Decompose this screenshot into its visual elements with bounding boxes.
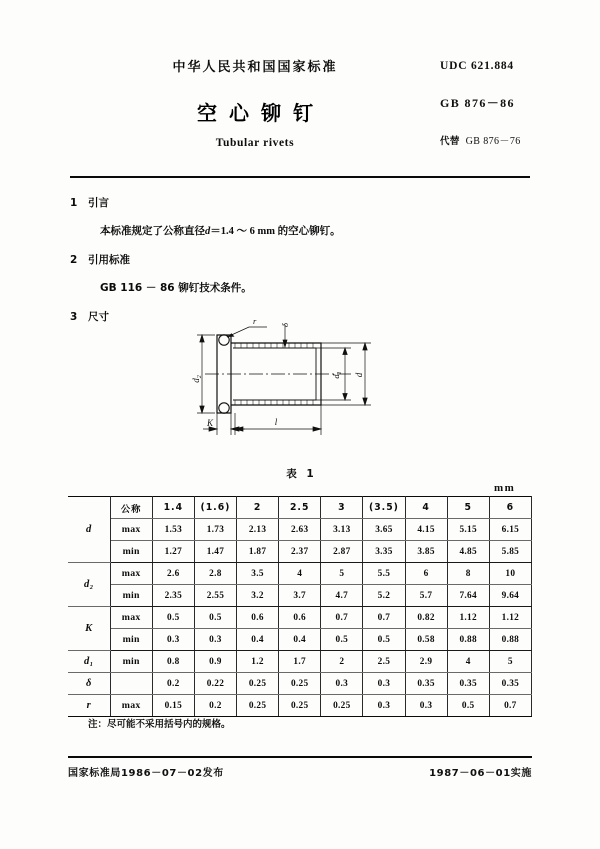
header-divider-rule [70, 176, 530, 178]
cell-K-max-8: 1.12 [447, 607, 489, 629]
cell-d-min-9: 5.85 [489, 541, 531, 563]
row-symbol-delta: δ [68, 673, 110, 695]
cell-d-max-5: 3.13 [321, 519, 363, 541]
cell-d-max-2: 1.73 [194, 519, 236, 541]
cell-d-max-9: 6.15 [489, 519, 531, 541]
replaces-line [440, 132, 590, 147]
cell-K-max-2: 0.5 [194, 607, 236, 629]
cell-r-max-4: 0.25 [279, 695, 321, 717]
cell-K-min-9: 0.88 [489, 629, 531, 651]
udc-code: UDC 621.884 [440, 60, 514, 72]
cell-r-max-9: 0.7 [489, 695, 531, 717]
cell-d1-min-1: 0.8 [152, 651, 194, 673]
cell-d-nominal-5: 3 [321, 497, 363, 519]
cell-r-max-8: 0.5 [447, 695, 489, 717]
cell-d-min-7: 3.85 [405, 541, 447, 563]
cell-d-max-4: 2.63 [279, 519, 321, 541]
cell-d-nominal-9: 6 [489, 497, 531, 519]
scope-symbol-d: d [205, 226, 211, 237]
row-limit-min: min [110, 541, 152, 563]
cell-K-min-4: 0.4 [279, 629, 321, 651]
cell-K-min-3: 0.4 [237, 629, 279, 651]
cell-d-min-3: 1.87 [237, 541, 279, 563]
section-title-3: 尺寸 [88, 311, 109, 323]
cell-d2-min-3: 3.2 [237, 585, 279, 607]
cell-K-min-8: 0.88 [447, 629, 489, 651]
cell-K-max-3: 0.6 [237, 607, 279, 629]
cell-d2-max-7: 6 [405, 563, 447, 585]
cell-d1-min-7: 2.9 [405, 651, 447, 673]
section-paragraph-2: GB 116 － 86 铆钉技术条件。 [100, 282, 252, 294]
table-row [68, 695, 532, 717]
cell-K-max-4: 0.6 [279, 607, 321, 629]
footer-effective-date: 1987－06－01实施 [429, 768, 532, 779]
cell-d1-min-4: 1.7 [279, 651, 321, 673]
cell-K-max-7: 0.82 [405, 607, 447, 629]
cell-d2-max-3: 3.5 [237, 563, 279, 585]
cell-d2-min-2: 2.55 [194, 585, 236, 607]
cell-delta-6: 0.3 [363, 673, 405, 695]
table-row [68, 541, 532, 563]
header-right-block [440, 60, 590, 147]
cell-d-min-4: 2.37 [279, 541, 321, 563]
table-row [68, 585, 532, 607]
cell-delta-2: 0.22 [194, 673, 236, 695]
cell-K-max-5: 0.7 [321, 607, 363, 629]
table-row [68, 607, 532, 629]
cell-d-max-6: 3.65 [363, 519, 405, 541]
row-limit-nominal: 公称 [110, 497, 152, 519]
cell-d1-min-2: 0.9 [194, 651, 236, 673]
cell-delta-8: 0.35 [447, 673, 489, 695]
footer-divider-rule [68, 756, 532, 758]
cell-delta-5: 0.3 [321, 673, 363, 695]
table-row [68, 519, 532, 541]
cell-delta-4: 0.25 [279, 673, 321, 695]
cell-d2-min-1: 2.35 [152, 585, 194, 607]
cell-d2-min-7: 5.7 [405, 585, 447, 607]
cell-d2-max-5: 5 [321, 563, 363, 585]
cell-r-max-7: 0.3 [405, 695, 447, 717]
row-limit-min: min [110, 585, 152, 607]
table-row [68, 673, 532, 695]
table-note: 注：尽可能不采用括号内的规格。 [88, 719, 231, 730]
cell-d1-min-6: 2.5 [363, 651, 405, 673]
page-title: 空心铆钉 [197, 101, 325, 125]
cell-d-max-8: 5.15 [447, 519, 489, 541]
cell-delta-9: 0.35 [489, 673, 531, 695]
row-limit-min: min [110, 651, 152, 673]
cell-delta-3: 0.25 [237, 673, 279, 695]
replaces-label: 代替 [440, 136, 460, 147]
row-symbol-d1: d₁ [68, 651, 110, 673]
cell-d2-min-8: 7.64 [447, 585, 489, 607]
section-number-1: 1 [70, 197, 78, 209]
cell-d1-min-8: 4 [447, 651, 489, 673]
drawing-label-r: r [253, 316, 257, 326]
cell-d2-min-4: 3.7 [279, 585, 321, 607]
row-limit-min: min [110, 629, 152, 651]
cell-d1-min-9: 5 [489, 651, 531, 673]
tubular-rivet-drawing [175, 313, 410, 443]
replaces-standard-number: GB 876－76 [465, 136, 521, 147]
cell-d-nominal-7: 4 [405, 497, 447, 519]
row-limit-max: max [110, 563, 152, 585]
cell-K-min-2: 0.3 [194, 629, 236, 651]
scope-text-post: ＝1.4 ～ 6 mm 的空心铆钉。 [210, 226, 341, 237]
cell-K-max-9: 1.12 [489, 607, 531, 629]
cell-d2-min-9: 9.64 [489, 585, 531, 607]
section-number-3: 3 [70, 311, 78, 323]
cell-d-min-1: 1.27 [152, 541, 194, 563]
section-number-2: 2 [70, 254, 78, 266]
table-caption: 表 1 [286, 468, 317, 480]
drawing-label-d: d [354, 372, 364, 378]
row-symbol-K: K [68, 607, 110, 651]
cell-K-max-6: 0.7 [363, 607, 405, 629]
cell-d1-min-5: 2 [321, 651, 363, 673]
cell-K-min-5: 0.5 [321, 629, 363, 651]
document-footer [68, 764, 532, 784]
cell-d-nominal-6: (3.5) [363, 497, 405, 519]
cell-d2-max-4: 4 [279, 563, 321, 585]
section-heading-1 [70, 195, 530, 210]
drawing-label-d2: $d_2$ [191, 375, 203, 383]
cell-r-max-1: 0.15 [152, 695, 194, 717]
cell-r-max-5: 0.25 [321, 695, 363, 717]
document-header [0, 56, 600, 156]
table-unit-label: mm [494, 482, 516, 494]
table-row [68, 651, 532, 673]
cell-K-min-7: 0.58 [405, 629, 447, 651]
drawing-label-l: l [274, 417, 278, 427]
cell-delta-7: 0.35 [405, 673, 447, 695]
drawing-label-d1: $d_1$ [331, 371, 343, 379]
cell-K-min-6: 0.5 [363, 629, 405, 651]
cell-delta-1: 0.2 [152, 673, 194, 695]
section-heading-2 [70, 252, 530, 267]
cell-d-max-1: 1.53 [152, 519, 194, 541]
cell-d2-max-9: 10 [489, 563, 531, 585]
footer-issue-date: 国家标准局1986－07－02发布 [68, 768, 224, 779]
header-center-block [90, 56, 420, 149]
cell-K-min-1: 0.3 [152, 629, 194, 651]
row-symbol-r: r [68, 695, 110, 717]
section-title-2: 引用标准 [88, 254, 130, 266]
cell-d2-max-6: 5.5 [363, 563, 405, 585]
cell-r-max-6: 0.3 [363, 695, 405, 717]
scope-text-pre: 本标准规定了公称直径 [100, 225, 205, 237]
dimensions-table [68, 496, 532, 717]
drawing-label-K: K [207, 418, 214, 428]
cell-d-min-2: 1.47 [194, 541, 236, 563]
standard-number: GB 876－86 [440, 96, 515, 110]
section-paragraph-1 [100, 223, 530, 238]
cell-d2-max-1: 2.6 [152, 563, 194, 585]
cell-d-nominal-3: 2 [237, 497, 279, 519]
row-limit-max: max [110, 695, 152, 717]
row-limit-delta [110, 673, 152, 695]
cell-K-max-1: 0.5 [152, 607, 194, 629]
row-limit-max: max [110, 519, 152, 541]
cell-d-min-5: 2.87 [321, 541, 363, 563]
cell-d2-min-5: 4.7 [321, 585, 363, 607]
cell-d2-min-6: 5.2 [363, 585, 405, 607]
cell-d-nominal-8: 5 [447, 497, 489, 519]
cell-d-min-6: 3.35 [363, 541, 405, 563]
row-limit-max: max [110, 607, 152, 629]
cell-d2-max-8: 8 [447, 563, 489, 585]
cell-r-max-3: 0.25 [237, 695, 279, 717]
cell-d-nominal-2: (1.6) [194, 497, 236, 519]
row-symbol-d: d [68, 497, 110, 563]
table-row [68, 629, 532, 651]
cell-d-nominal-4: 2.5 [279, 497, 321, 519]
table-row [68, 497, 532, 519]
cell-d-nominal-1: 1.4 [152, 497, 194, 519]
row-symbol-d2: d₂ [68, 563, 110, 607]
cell-d2-max-2: 2.8 [194, 563, 236, 585]
cell-d-min-8: 4.85 [447, 541, 489, 563]
table-row [68, 563, 532, 585]
cell-d-max-7: 4.15 [405, 519, 447, 541]
drawing-label-delta: δ [280, 323, 290, 327]
page-title-english: Tubular rivets [215, 137, 295, 149]
cell-r-max-2: 0.2 [194, 695, 236, 717]
nation-standard-line: 中华人民共和国国家标准 [172, 60, 338, 75]
section-title-1: 引言 [88, 197, 109, 209]
cell-d1-min-3: 1.2 [237, 651, 279, 673]
cell-d-max-3: 2.13 [237, 519, 279, 541]
